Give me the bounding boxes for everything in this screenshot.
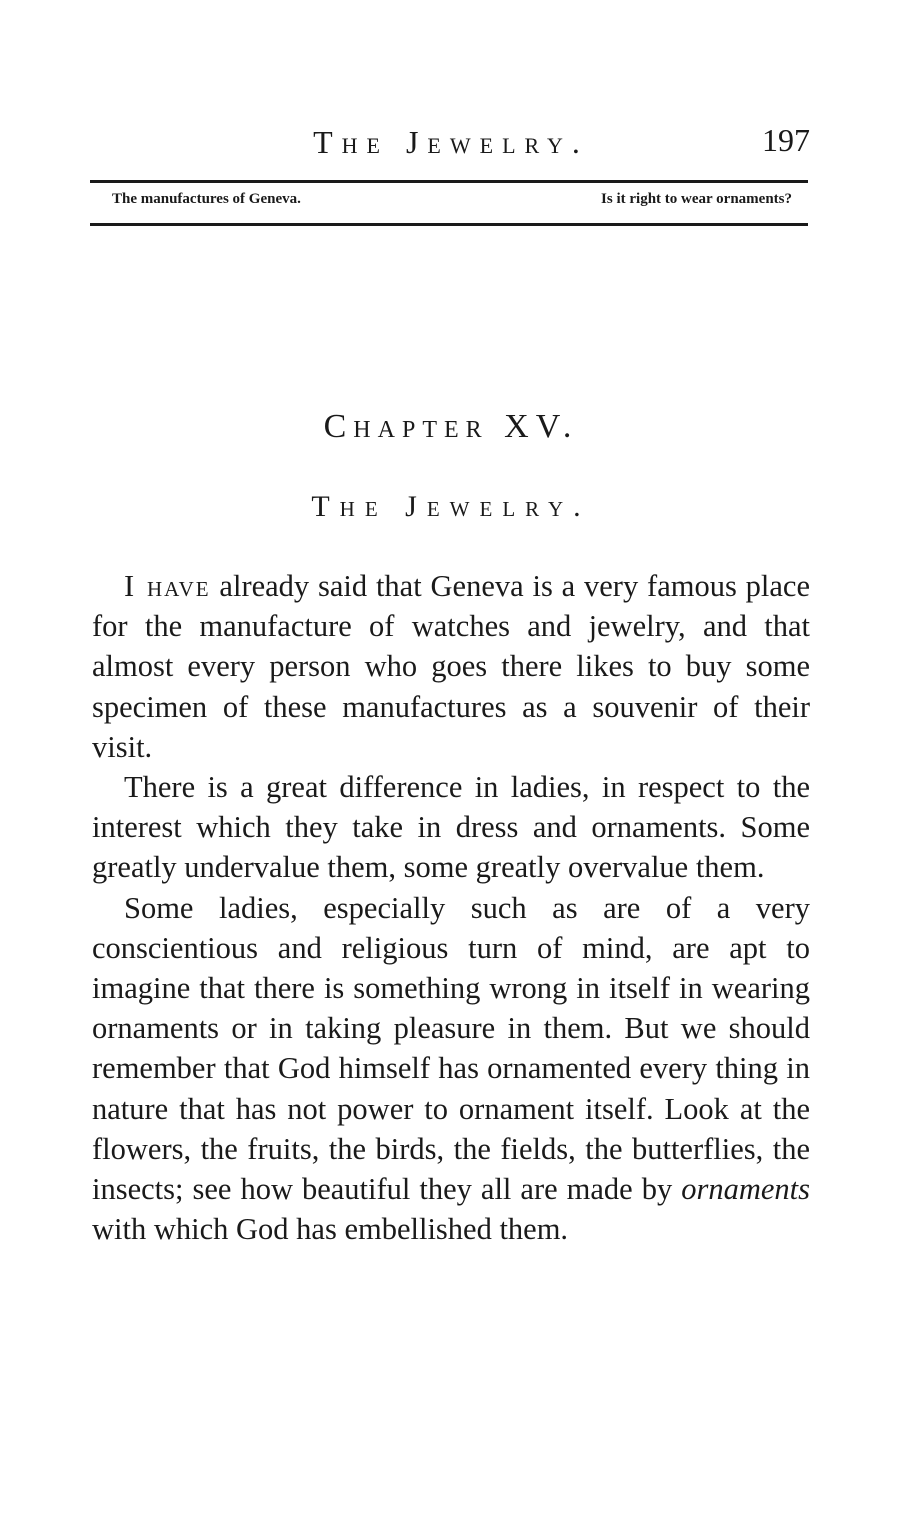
paragraph-1-lead: I have	[124, 569, 211, 603]
header-rule-bottom	[90, 223, 808, 226]
header-rule-top	[90, 180, 808, 183]
running-subheads	[112, 191, 792, 215]
chapter-title: The Jewelry.	[311, 490, 591, 523]
paragraph-3-emphasis: ornaments	[681, 1172, 810, 1207]
paragraph-2: There is a great difference in ladies, in respect to the interest which they take in dress and ornaments. Some greatly undervalue them, some greatly overvalue them.	[92, 770, 810, 885]
running-head	[92, 120, 810, 170]
subhead-right: Is it right to wear ornaments?	[601, 191, 792, 207]
body-text	[92, 566, 810, 1249]
running-title: The Jewelry.	[313, 124, 589, 160]
paragraph-1	[92, 566, 810, 767]
paragraph-1-text: already said that Geneva is a very famous place for the manufacture of watches and jewelry, and that almost every person who goes there likes to buy some specimen of these manufactures as a souvenir of their visit.	[92, 569, 810, 764]
paragraph-3-text-before: Some ladies, especially such as are of a very conscientious and religious turn of mind, are apt to imagine that there is something wrong in itself in wearing ornaments or in taking pleasure in them. But we should remember that God himself has ornamented every thing in nature that has not power to ornament itself. Look at the flowers, the fruits, the birds, the fields, the butterflies, the insects; see how beautiful they all are made by	[92, 890, 810, 1207]
paragraph-3-text-after: with which God has embellished them.	[92, 1212, 569, 1247]
page-number: 197	[762, 122, 810, 158]
subhead-left: The manufactures of Geneva.	[112, 191, 301, 207]
chapter-heading: Chapter XV.	[323, 408, 579, 445]
paragraph-3	[92, 888, 810, 1250]
